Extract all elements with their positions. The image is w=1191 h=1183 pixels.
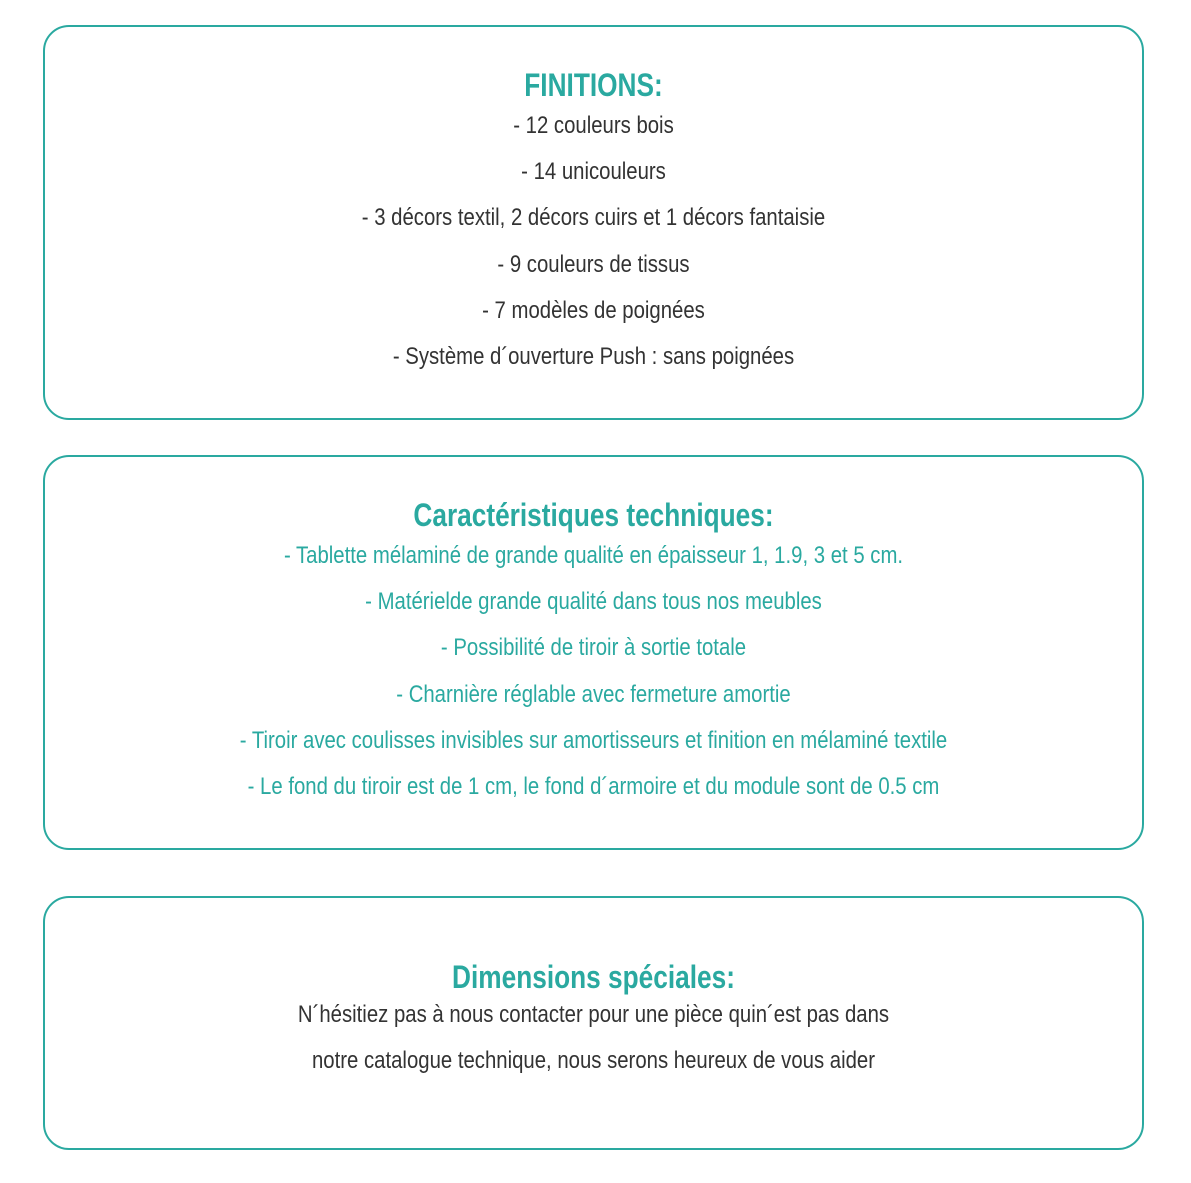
finitions-list (45, 103, 1142, 380)
dimensions-text (45, 992, 1142, 1084)
dimensions-title: Dimensions spéciales: (452, 959, 735, 995)
caracteristiques-item: - Matérielde grande qualité dans tous nos meubles (365, 588, 822, 616)
finitions-item: - 9 couleurs de tissus (497, 250, 690, 278)
caracteristiques-title: Caractéristiques techniques: (413, 497, 774, 533)
finitions-item: - 14 unicouleurs (521, 158, 666, 186)
caracteristiques-item: - Tiroir avec coulisses invisibles sur amortisseurs et finition en mélaminé textile (239, 726, 948, 754)
caracteristiques-list (45, 533, 1142, 810)
finitions-item: - Système d´ouverture Push : sans poignées (392, 343, 795, 371)
caracteristiques-item: - Possibilité de tiroir à sortie totale (440, 634, 747, 662)
finitions-item: - 7 modèles de poignées (482, 296, 705, 324)
caracteristiques-item: - Tablette mélaminé de grande qualité en épaisseur 1, 1.9, 3 et 5 cm. (283, 542, 904, 569)
finitions-panel (43, 25, 1144, 420)
finitions-item: - 12 couleurs bois (513, 112, 674, 139)
caracteristiques-panel (43, 455, 1144, 850)
dimensions-line: N´hésitiez pas à nous contacter pour une pièce quin´est pas dans (297, 1001, 890, 1028)
dimensions-line: notre catalogue technique, nous serons heureux de vous aider (312, 1047, 875, 1075)
finitions-item: - 3 décors textil, 2 décors cuirs et 1 décors fantaisie (361, 204, 826, 232)
finitions-title: FINITIONS: (524, 67, 663, 103)
dimensions-panel (43, 896, 1144, 1150)
caracteristiques-item: - Charnière réglable avec fermeture amortie (396, 680, 791, 708)
caracteristiques-item: - Le fond du tiroir est de 1 cm, le fond d´armoire et du module sont de 0.5 cm (247, 773, 940, 801)
